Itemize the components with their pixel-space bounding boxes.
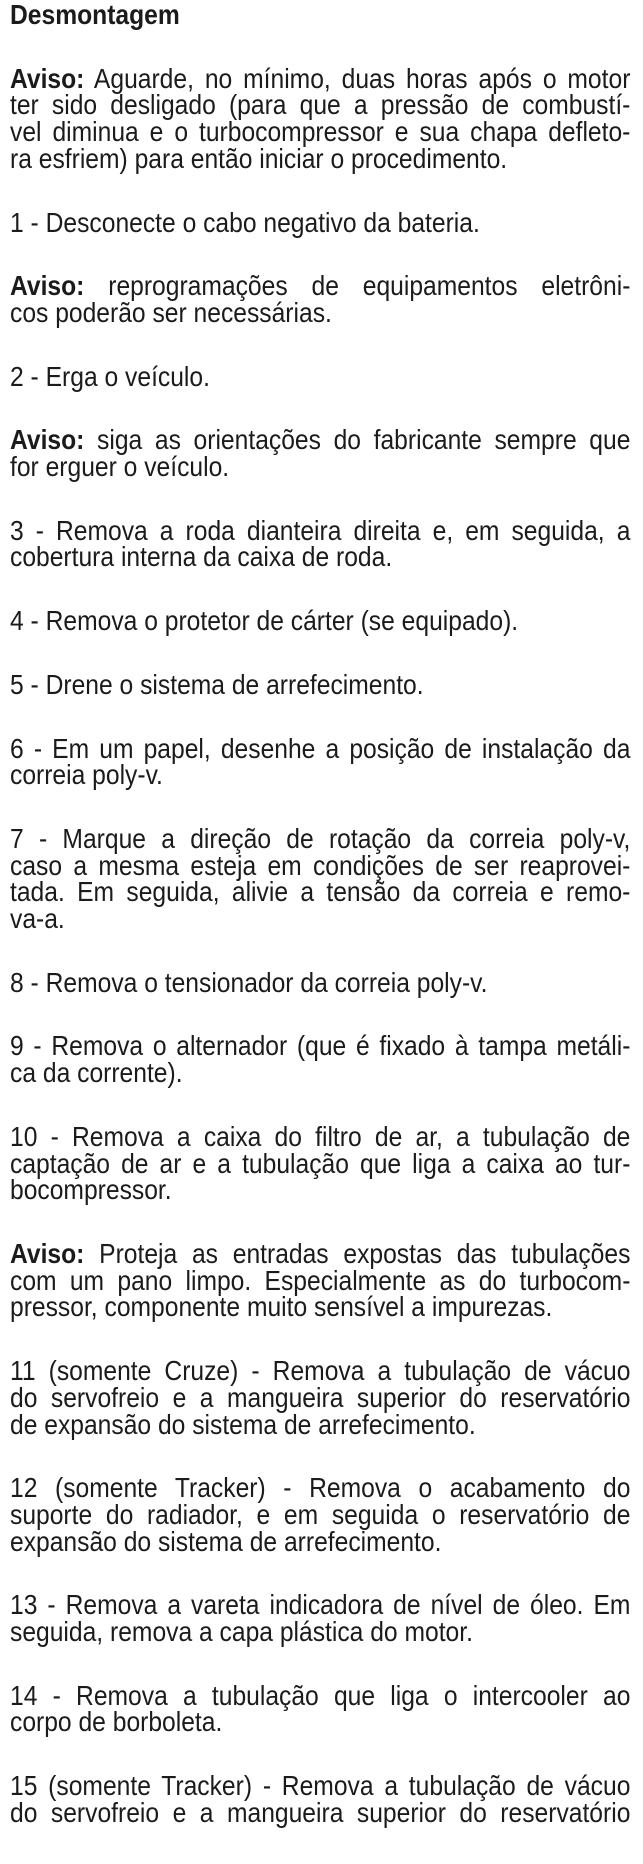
line-text: siga as orientações do fabricante sempre que	[84, 424, 631, 456]
warning-lead-label: Aviso:	[10, 1237, 85, 1269]
text-line: 11 (somente Cruze) - Remova a tubulação de vácuo	[10, 1355, 631, 1387]
text-line: va-a.	[10, 903, 65, 935]
text-line	[10, 1237, 631, 1269]
text-line: 7 - Marque a direção de rotação da correia poly-v,	[10, 822, 631, 854]
step-paragraph	[10, 966, 630, 998]
text-line: correia poly-v.	[10, 759, 163, 791]
text-line: 1 - Desconecte o cabo negativo da bateria.	[10, 206, 480, 238]
text-line: 9 - Remova o alternador (que é fixado à tampa metáli-	[10, 1030, 631, 1062]
step-paragraph	[10, 514, 631, 573]
text-line: 13 - Remova a vareta indicadora de nível de óleo. Em	[10, 1589, 631, 1621]
text-line: 4 - Remova o protetor de cárter (se equipado).	[10, 605, 519, 637]
warning-lead-label: Aviso:	[10, 62, 85, 94]
text-line: pressor, componente muito sensível a impurezas.	[10, 1291, 553, 1323]
text-line	[10, 424, 631, 456]
text-line: caso a mesma esteja em condições de ser reaprovei-	[10, 849, 631, 881]
text-line: suporte do radiador, e em seguida o reservatório de	[10, 1498, 631, 1530]
text-line: cos poderão ser necessárias.	[10, 296, 332, 328]
step-paragraph	[10, 1770, 631, 1828]
text-line: 2 - Erga o veículo.	[10, 360, 210, 392]
step-paragraph	[10, 668, 630, 700]
text-column	[10, 2, 630, 1864]
text-line: com um pano limpo. Especialmente as do turbocom-	[10, 1264, 631, 1296]
text-line: seguida, remova a capa plástica do motor.	[10, 1616, 473, 1648]
line-text: reprogramações de equipamentos eletrôni-	[84, 270, 631, 302]
text-line: 3 - Remova a roda dianteira direita e, em seguida, a	[10, 514, 631, 546]
step-paragraph	[10, 1589, 631, 1648]
warning-lead-label: Aviso:	[10, 270, 85, 302]
text-line: vel diminua e o turbocompressor e sua chapa defleto-	[10, 116, 631, 148]
step-paragraph	[10, 1472, 631, 1557]
step-paragraph	[10, 822, 631, 935]
text-line: 12 (somente Tracker) - Remova o acabamento do	[10, 1472, 631, 1504]
text-line: 10 - Remova a caixa do filtro de ar, a tubulação de	[10, 1120, 631, 1152]
step-paragraph	[10, 605, 630, 637]
warning-paragraph	[10, 1237, 631, 1323]
step-paragraph	[10, 1030, 631, 1089]
text-line: do servofreio e a mangueira superior do reservatório	[10, 1381, 631, 1413]
line-text: Aguarde, no mínimo, duas horas após o motor	[84, 62, 631, 94]
warning-paragraph	[10, 270, 631, 328]
text-line: ca da corrente).	[10, 1057, 183, 1089]
text-line: cobertura interna da caixa de roda.	[10, 541, 393, 573]
text-line: captação de ar e a tubulação que liga a caixa ao tur-	[10, 1147, 631, 1179]
text-line: 15 (somente Tracker) - Remova a tubulação de vácuo	[10, 1770, 631, 1802]
text-line: do servofreio e a mangueira superior do reservatório	[10, 1796, 631, 1828]
step-paragraph	[10, 1355, 631, 1440]
text-line: 6 - Em um papel, desenhe a posição de instalação da	[10, 732, 631, 764]
text-line: ter sido desligado (para que a pressão de combustí-	[10, 89, 631, 121]
text-line: 14 - Remova a tubulação que liga o intercooler ao	[10, 1679, 631, 1711]
step-paragraph	[10, 1120, 631, 1206]
text-line: Desmontagem	[10, 0, 180, 30]
text-line: ra esfriem) para então iniciar o procedimento.	[10, 142, 508, 174]
section-heading	[10, 2, 630, 29]
text-line: tada. Em seguida, alivie a tensão da correia e remo-	[10, 876, 631, 908]
warning-paragraph	[10, 424, 631, 483]
step-paragraph	[10, 206, 630, 238]
warning-paragraph	[10, 62, 631, 174]
line-text: Proteja as entradas expostas das tubulações	[84, 1237, 631, 1269]
text-line	[10, 62, 631, 94]
text-line: for erguer o veículo.	[10, 451, 230, 483]
text-line: 8 - Remova o tensionador da correia poly-v.	[10, 966, 488, 998]
text-line: 5 - Drene o sistema de arrefecimento.	[10, 668, 424, 700]
warning-lead-label: Aviso:	[10, 424, 85, 456]
step-paragraph	[10, 360, 630, 392]
step-paragraph	[10, 1679, 631, 1738]
text-line	[10, 270, 631, 302]
text-line: expansão do sistema de arrefecimento.	[10, 1525, 442, 1557]
step-paragraph	[10, 732, 631, 791]
text-line: de expansão do sistema de arrefecimento.	[10, 1408, 476, 1440]
text-line: corpo de borboleta.	[10, 1706, 223, 1738]
text-line: bocompressor.	[10, 1174, 172, 1206]
